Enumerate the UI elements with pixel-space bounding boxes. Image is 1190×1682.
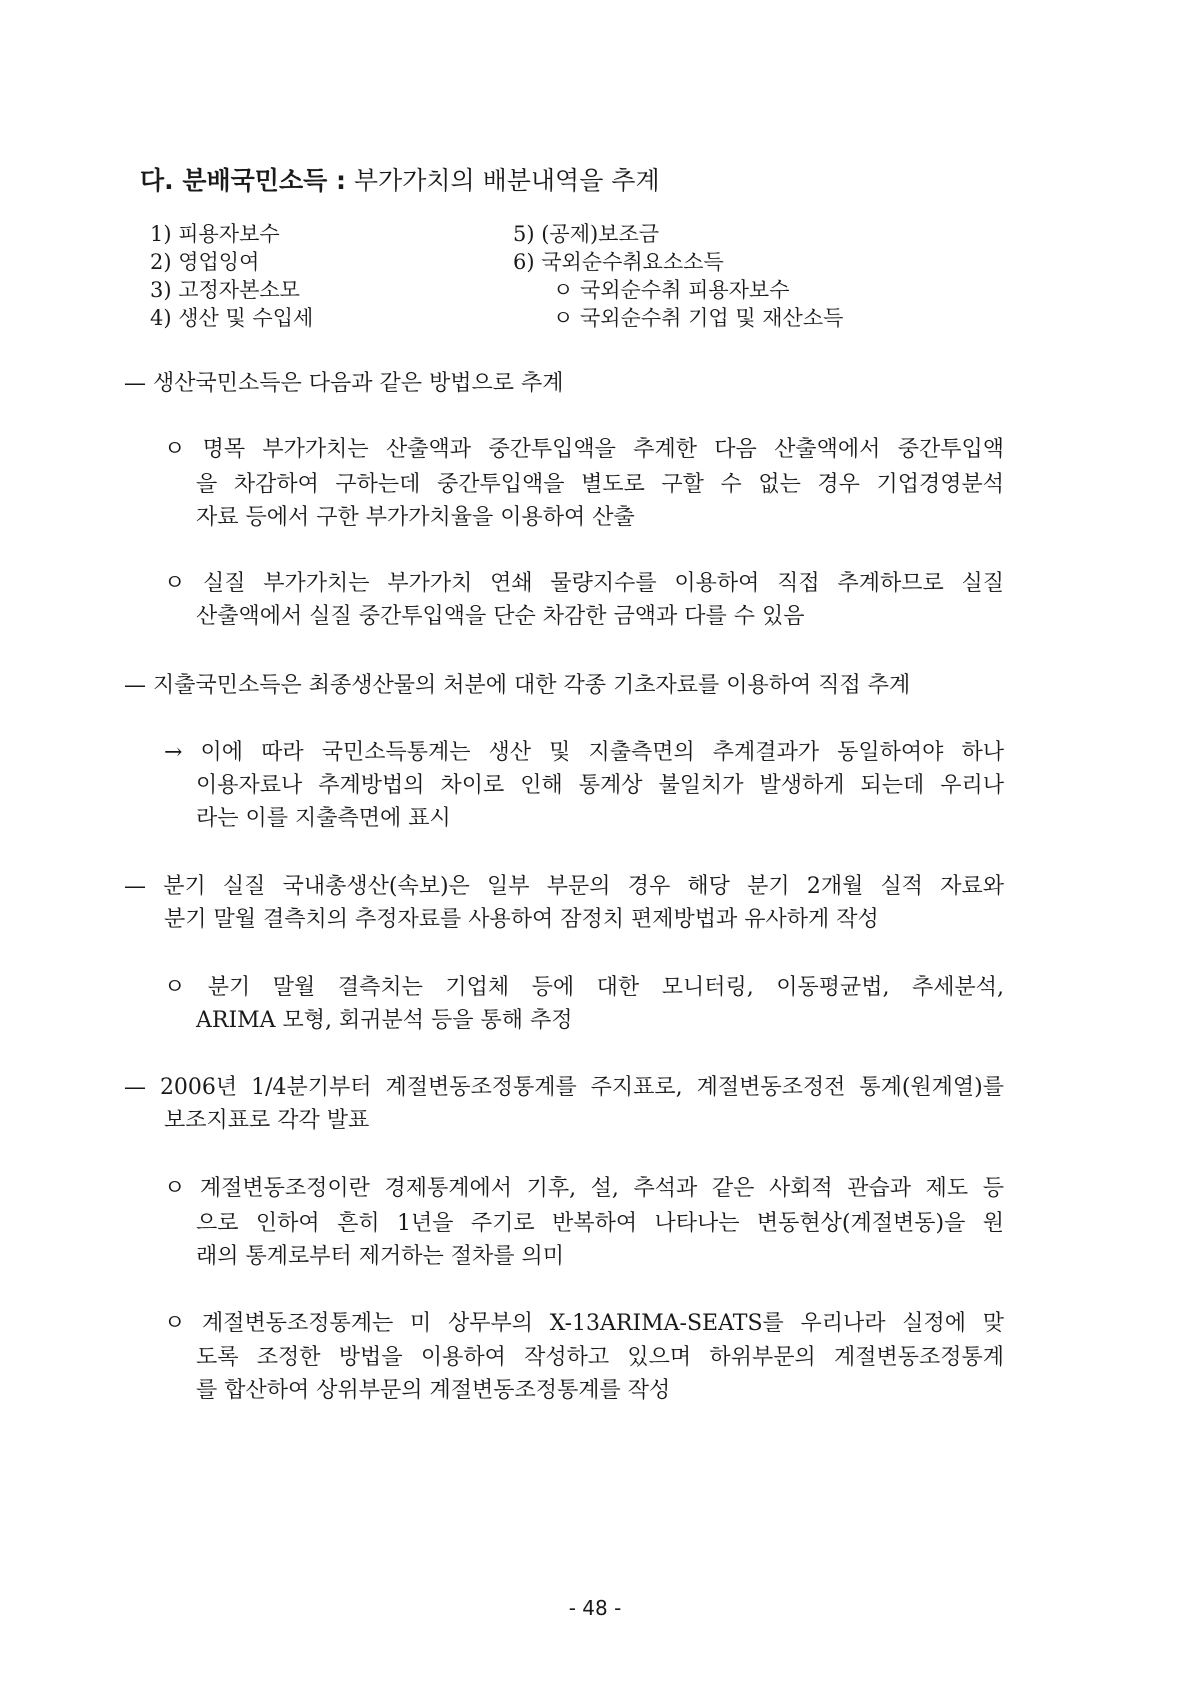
bullet-line: 으로 인하여 흔히 1년을 주기로 반복하여 나타나는 변동현상(계절변동)을 원: [196, 1211, 1004, 1236]
component-subitem: ㅇ 국외순수취 기업 및 재산소득: [553, 306, 844, 330]
bullet-line: ARIMA 모형, 회귀분석 등을 통해 추정: [196, 1008, 573, 1033]
dash-line: — 분기 실질 국내총생산(속보)은 일부 부문의 경우 해당 분기 2개월 실적 자료와: [124, 874, 1004, 899]
component-item: 6) 국외순수취요소소득: [513, 250, 724, 274]
dash-line: 보조지표로 각각 발표: [164, 1108, 370, 1133]
dash-line: — 생산국민소득은 다음과 같은 방법으로 추계: [124, 371, 564, 396]
component-item: 1) 피용자보수: [150, 222, 280, 246]
bullet-line: ㅇ 실질 부가가치는 부가가치 연쇄 물량지수를 이용하여 직접 추계하므로 실질: [164, 571, 1004, 596]
page-number: - 48 -: [568, 1596, 622, 1620]
bullet-line: 을 차감하여 구하는데 중간투입액을 별도로 구할 수 없는 경우 기업경영분석: [196, 472, 1004, 497]
dash-line: — 지출국민소득은 최종생산물의 처분에 대한 각종 기초자료를 이용하여 직접 추계: [124, 673, 911, 698]
bullet-line: 를 합산하여 상위부문의 계절변동조정통계를 작성: [196, 1378, 671, 1403]
bullet-line: 도록 조정한 방법을 이용하여 작성하고 있으며 하위부문의 계절변동조정통계: [196, 1345, 1004, 1370]
dash-line: — 2006년 1/4분기부터 계절변동조정통계를 주지표로, 계절변동조정전 통계(원계열)를: [124, 1075, 1004, 1100]
component-subitem: ㅇ 국외순수취 피용자보수: [553, 278, 790, 302]
dash-line: 분기 말월 결측치의 추정자료를 사용하여 잠정치 편제방법과 유사하게 작성: [164, 907, 879, 932]
bullet-line: 산출액에서 실질 중간투입액을 단순 차감한 금액과 다를 수 있음: [196, 604, 805, 629]
component-item: 5) (공제)보조금: [513, 222, 660, 246]
bullet-line: 래의 통계로부터 제거하는 절차를 의미: [196, 1244, 565, 1269]
component-item: 3) 고정자본소모: [150, 278, 300, 302]
arrow-line: 라는 이를 지출측면에 표시: [196, 806, 451, 831]
arrow-line: → 이에 따라 국민소득통계는 생산 및 지출측면의 추계결과가 동일하여야 하나: [164, 740, 1004, 765]
arrow-line: 이용자료나 추계방법의 차이로 인해 통계상 불일치가 발생하게 되는데 우리나: [196, 773, 1004, 798]
bullet-line: ㅇ 계절변동조정이란 경제통계에서 기후, 설, 추석과 같은 사회적 관습과 제도 등: [164, 1176, 1004, 1201]
component-item: 4) 생산 및 수입세: [150, 306, 314, 330]
section-title-label: 다. 분배국민소득 :: [140, 166, 346, 195]
components-right-column: [513, 220, 843, 332]
components-left-column: [150, 220, 313, 332]
bullet-line: ㅇ 계절변동조정통계는 미 상무부의 X-13ARIMA-SEATS를 우리나라 실정에 맞: [164, 1311, 1004, 1336]
bullet-line: 자료 등에서 구한 부가가치율을 이용하여 산출: [196, 505, 635, 530]
bullet-line: ㅇ 명목 부가가치는 산출액과 중간투입액을 추계한 다음 산출액에서 중간투입액: [164, 437, 1004, 462]
section-title-text: 부가가치의 배분내역을 추계: [353, 166, 660, 195]
section-title: [140, 168, 660, 194]
bullet-line: ㅇ 분기 말월 결측치는 기업체 등에 대한 모니터링, 이동평균법, 추세분석,: [164, 975, 1004, 1000]
component-item: 2) 영업잉여: [150, 250, 260, 274]
